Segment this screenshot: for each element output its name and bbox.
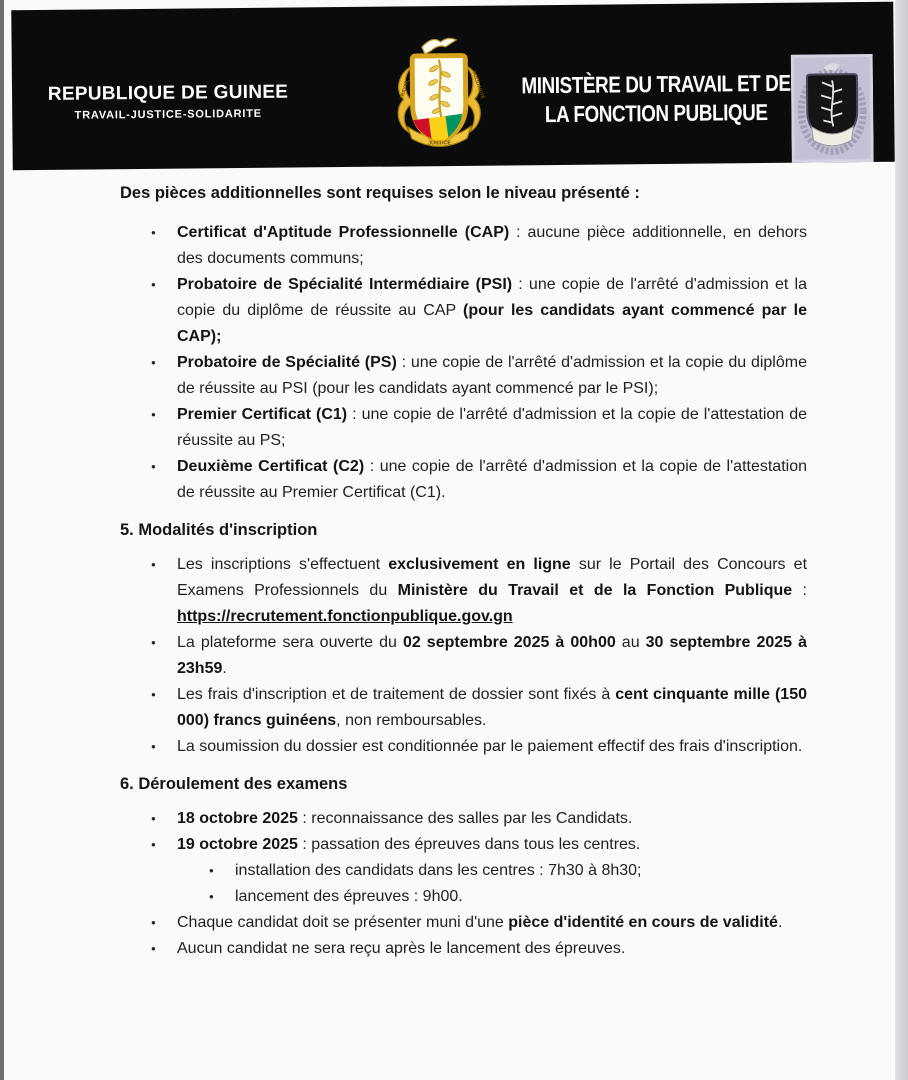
text-segment: , non remboursables. [336,712,487,729]
inscription-list [120,552,807,760]
text-segment: au [615,634,646,651]
text-segment: (pour les candidats ayant commencé par le CAP); [177,302,808,345]
text-segment: Probatoire de Spécialité (PS) [177,354,397,371]
bullet-item [120,402,807,454]
republic-block [33,81,303,122]
text-segment: . [222,660,227,677]
text-segment: La plateforme sera ouverte du [177,634,403,651]
text-segment: Aucun candidat ne sera reçu après le lancement des épreuves. [177,940,626,957]
text-segment: lancement des épreuves : 9h00. [235,888,463,905]
bullet-item [120,272,807,350]
document-header-banner [11,2,894,170]
bullet-item [120,910,807,936]
text-segment: installation des candidats dans les centres : 7h30 à 8h30; [235,862,642,879]
ministry-title-line1: MINISTÈRE DU TRAVAIL ET DE [521,69,791,99]
bullet-item [120,454,807,506]
text-segment: : passation des épreuves dans tous les centres. [297,836,641,853]
text-segment: exclusivement en ligne [388,556,571,573]
document-page [4,0,895,1080]
text-segment: sur le Portail des Concours et Examens Professionnels du [177,556,808,599]
photo-edge-right [895,0,908,1080]
republic-title: REPUBLIQUE DE GUINEE [47,81,289,105]
bullet-item [120,806,807,832]
text-segment: Des pièces additionnelles sont requises selon le niveau présenté : [120,184,640,202]
text-segment: Chaque candidat doit se présenter muni d'une [177,914,509,931]
bullet-item [120,734,807,760]
level-requirements-list [120,220,807,506]
bullet-item [120,220,807,272]
dove-icon [422,38,457,54]
portal-url-link: https://recrutement.fonctionpublique.gov.gn [177,608,513,625]
section-6-heading: 6. Déroulement des examens [120,775,348,793]
text-segment: cent cinquante mille (150 000) francs guinéens [177,686,807,729]
text-segment: : une copie de l'arrêté d'admission et la copie de l'attestation de réussite au Premier Certificat (C1). [177,458,807,501]
ministry-title [516,69,795,130]
section-5-heading: 5. Modalités d'inscription [120,521,318,539]
bullet-item [120,552,807,630]
text-segment: Probatoire de Spécialité Intermédiaire (PSI) [177,276,513,293]
text-segment: : aucune pièce additionnelle, en dehors des documents communs; [177,224,808,267]
text-segment: 19 octobre 2025 [177,836,298,853]
sub-bullet-item [177,858,807,884]
text-segment: Les frais d'inscription et de traitement de dossier sont fixés à [177,686,616,703]
republic-motto: TRAVAIL-JUSTICE-SOLIDARITE [74,107,262,122]
document-body [8,172,899,1080]
text-segment: 18 octobre 2025 [177,810,298,827]
text-segment: Les inscriptions s'effectuent [177,556,389,573]
guinea-coat-of-arms-icon [389,34,490,165]
bullet-item [120,350,807,402]
ministry-stamp-emblem-icon [791,53,874,164]
ministry-title-line2: LA FONCTION PUBLIQUE [544,98,768,128]
coat-motto-bottom: JUSTICE [428,140,452,147]
text-segment: : une copie de l'arrêté d'admission et la copie de l'attestation de réussite au PS; [177,406,808,449]
sub-bullet-item [177,884,807,910]
text-segment: Deuxième Certificat (C2) [177,458,365,475]
exam-schedule-list [120,806,807,962]
text-segment: : [792,582,808,599]
intro-paragraph [120,180,807,206]
text-segment: : une copie de l'arrêté d'admission et la copie du diplôme de réussite au PSI (pour les candidats ayant commencé par le PSI); [177,354,807,397]
text-segment: 30 septembre 2025 à 23h59 [177,634,808,677]
text-segment: La soumission du dossier est conditionnée par le paiement effectif des frais d'inscription. [177,738,803,755]
bullet-item [120,682,807,734]
coat-motto-right: SOLIDARITÉ [470,70,485,101]
text-segment: Certificat d'Aptitude Professionnelle (CAP) [177,224,510,241]
text-segment: 02 septembre 2025 à 00h00 [402,634,616,651]
bullet-item [120,630,807,682]
text-segment: . [777,914,783,931]
bullet-item [120,936,807,962]
text-segment: Ministère du Travail et de la Fonction Publique [397,582,793,599]
sub-bullet-list [177,858,807,910]
text-segment: pièce d'identité en cours de validité [508,914,778,931]
text-segment: Premier Certificat (C1) [177,406,348,423]
bullet-item [120,832,807,910]
text-segment: : une copie de l'arrêté d'admission et la copie du diplôme de réussite au CAP [177,276,807,319]
text-segment: : reconnaissance des salles par les Candidats. [297,810,633,827]
coat-motto-left: TRAVAIL [399,78,411,101]
